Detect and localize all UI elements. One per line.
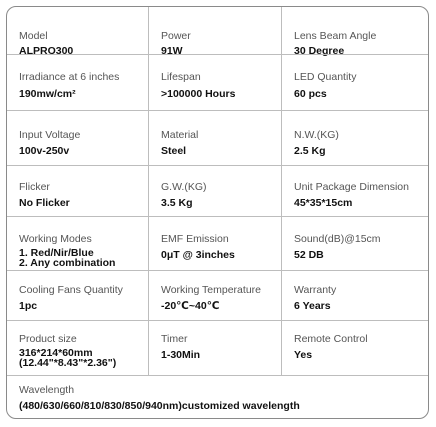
spec-cell-package-dimension (282, 166, 428, 216)
spec-label: Lens Beam Angle (294, 30, 377, 42)
spec-value: 91W (161, 45, 183, 57)
spec-cell-lifespan (149, 55, 282, 110)
spec-label: Material (161, 129, 199, 141)
spec-value: 45*35*15cm (294, 197, 353, 209)
spec-value: Steel (161, 145, 187, 157)
spec-value: 1pc (19, 300, 38, 312)
spec-value: >100000 Hours (161, 88, 236, 100)
spec-value: 190mw/cm² (19, 88, 76, 100)
spec-row (7, 165, 428, 216)
spec-label: N.W.(KG) (294, 129, 339, 141)
spec-value: (480/630/660/810/830/850/940nm)customized wavelength (19, 400, 300, 412)
spec-cell-working-modes (7, 217, 149, 270)
spec-cell-flicker (7, 166, 149, 216)
spec-value: 100v-250v (19, 145, 70, 157)
spec-value: ALPRO300 (19, 45, 74, 57)
spec-label: LED Quantity (294, 71, 357, 83)
spec-cell-input-voltage (7, 111, 149, 165)
spec-label: Wavelength (19, 384, 75, 396)
spec-cell-lens-beam-angle (282, 7, 428, 57)
spec-row (7, 320, 428, 375)
spec-row (7, 216, 428, 270)
spec-cell-irradiance (7, 55, 149, 110)
spec-value: Yes (294, 349, 313, 361)
spec-value: 3.5 Kg (161, 197, 193, 209)
spec-value: 2.5 Kg (294, 145, 326, 157)
spec-label: Warranty (294, 284, 337, 296)
spec-label: Input Voltage (19, 129, 81, 141)
spec-cell-cooling-fans (7, 271, 149, 320)
spec-cell-timer (149, 321, 282, 375)
spec-label: Flicker (19, 181, 50, 193)
spec-cell-warranty (282, 271, 428, 320)
spec-row-wavelength (7, 375, 428, 419)
spec-row (7, 270, 428, 320)
spec-label: Unit Package Dimension (294, 181, 409, 193)
spec-value-line: 316*214*60mm (19, 347, 93, 359)
spec-cell-led-quantity (282, 55, 428, 110)
spec-label: Power (161, 30, 191, 42)
spec-cell-power (149, 7, 282, 57)
spec-value (19, 349, 116, 368)
spec-value: No Flicker (19, 197, 70, 209)
spec-value: 60 pcs (294, 88, 327, 100)
spec-label: Timer (161, 333, 188, 345)
spec-value: 1-30Min (161, 349, 201, 361)
spec-label: Model (19, 30, 48, 42)
spec-cell-net-weight (282, 111, 428, 165)
spec-cell-material (149, 111, 282, 165)
spec-label: Remote Control (294, 333, 368, 345)
spec-cell-model (7, 7, 149, 57)
spec-cell-product-size (7, 321, 149, 375)
spec-cell-gross-weight (149, 166, 282, 216)
spec-cell-working-temperature (149, 271, 282, 320)
spec-cell-wavelength (7, 376, 428, 419)
spec-row (7, 7, 428, 57)
spec-value: -20℃~40℃ (161, 300, 220, 312)
spec-value: 0μT @ 3inches (161, 249, 235, 261)
spec-label: Cooling Fans Quantity (19, 284, 123, 296)
spec-label: Lifespan (161, 71, 201, 83)
spec-row (7, 54, 428, 110)
spec-value (19, 249, 115, 268)
spec-value: 30 Degree (294, 45, 345, 57)
spec-value-line: (12.44"*8.43"*2.36") (19, 356, 117, 369)
spec-value-line: 2. Any combination (19, 256, 116, 269)
spec-label: Working Modes (19, 233, 92, 245)
spec-table (6, 6, 429, 419)
spec-label: Sound(dB)@15cm (294, 233, 381, 245)
spec-label: Irradiance at 6 inches (19, 71, 120, 83)
spec-cell-sound (282, 217, 428, 270)
spec-label: Working Temperature (161, 284, 261, 296)
spec-label: Product size (19, 333, 77, 345)
spec-value: 52 DB (294, 249, 324, 261)
spec-cell-emf-emission (149, 217, 282, 270)
spec-cell-remote-control (282, 321, 428, 375)
spec-row (7, 110, 428, 165)
spec-label: G.W.(KG) (161, 181, 207, 193)
spec-value-line: 1. Red/Nir/Blue (19, 247, 94, 259)
spec-label: EMF Emission (161, 233, 229, 245)
spec-value: 6 Years (294, 300, 331, 312)
